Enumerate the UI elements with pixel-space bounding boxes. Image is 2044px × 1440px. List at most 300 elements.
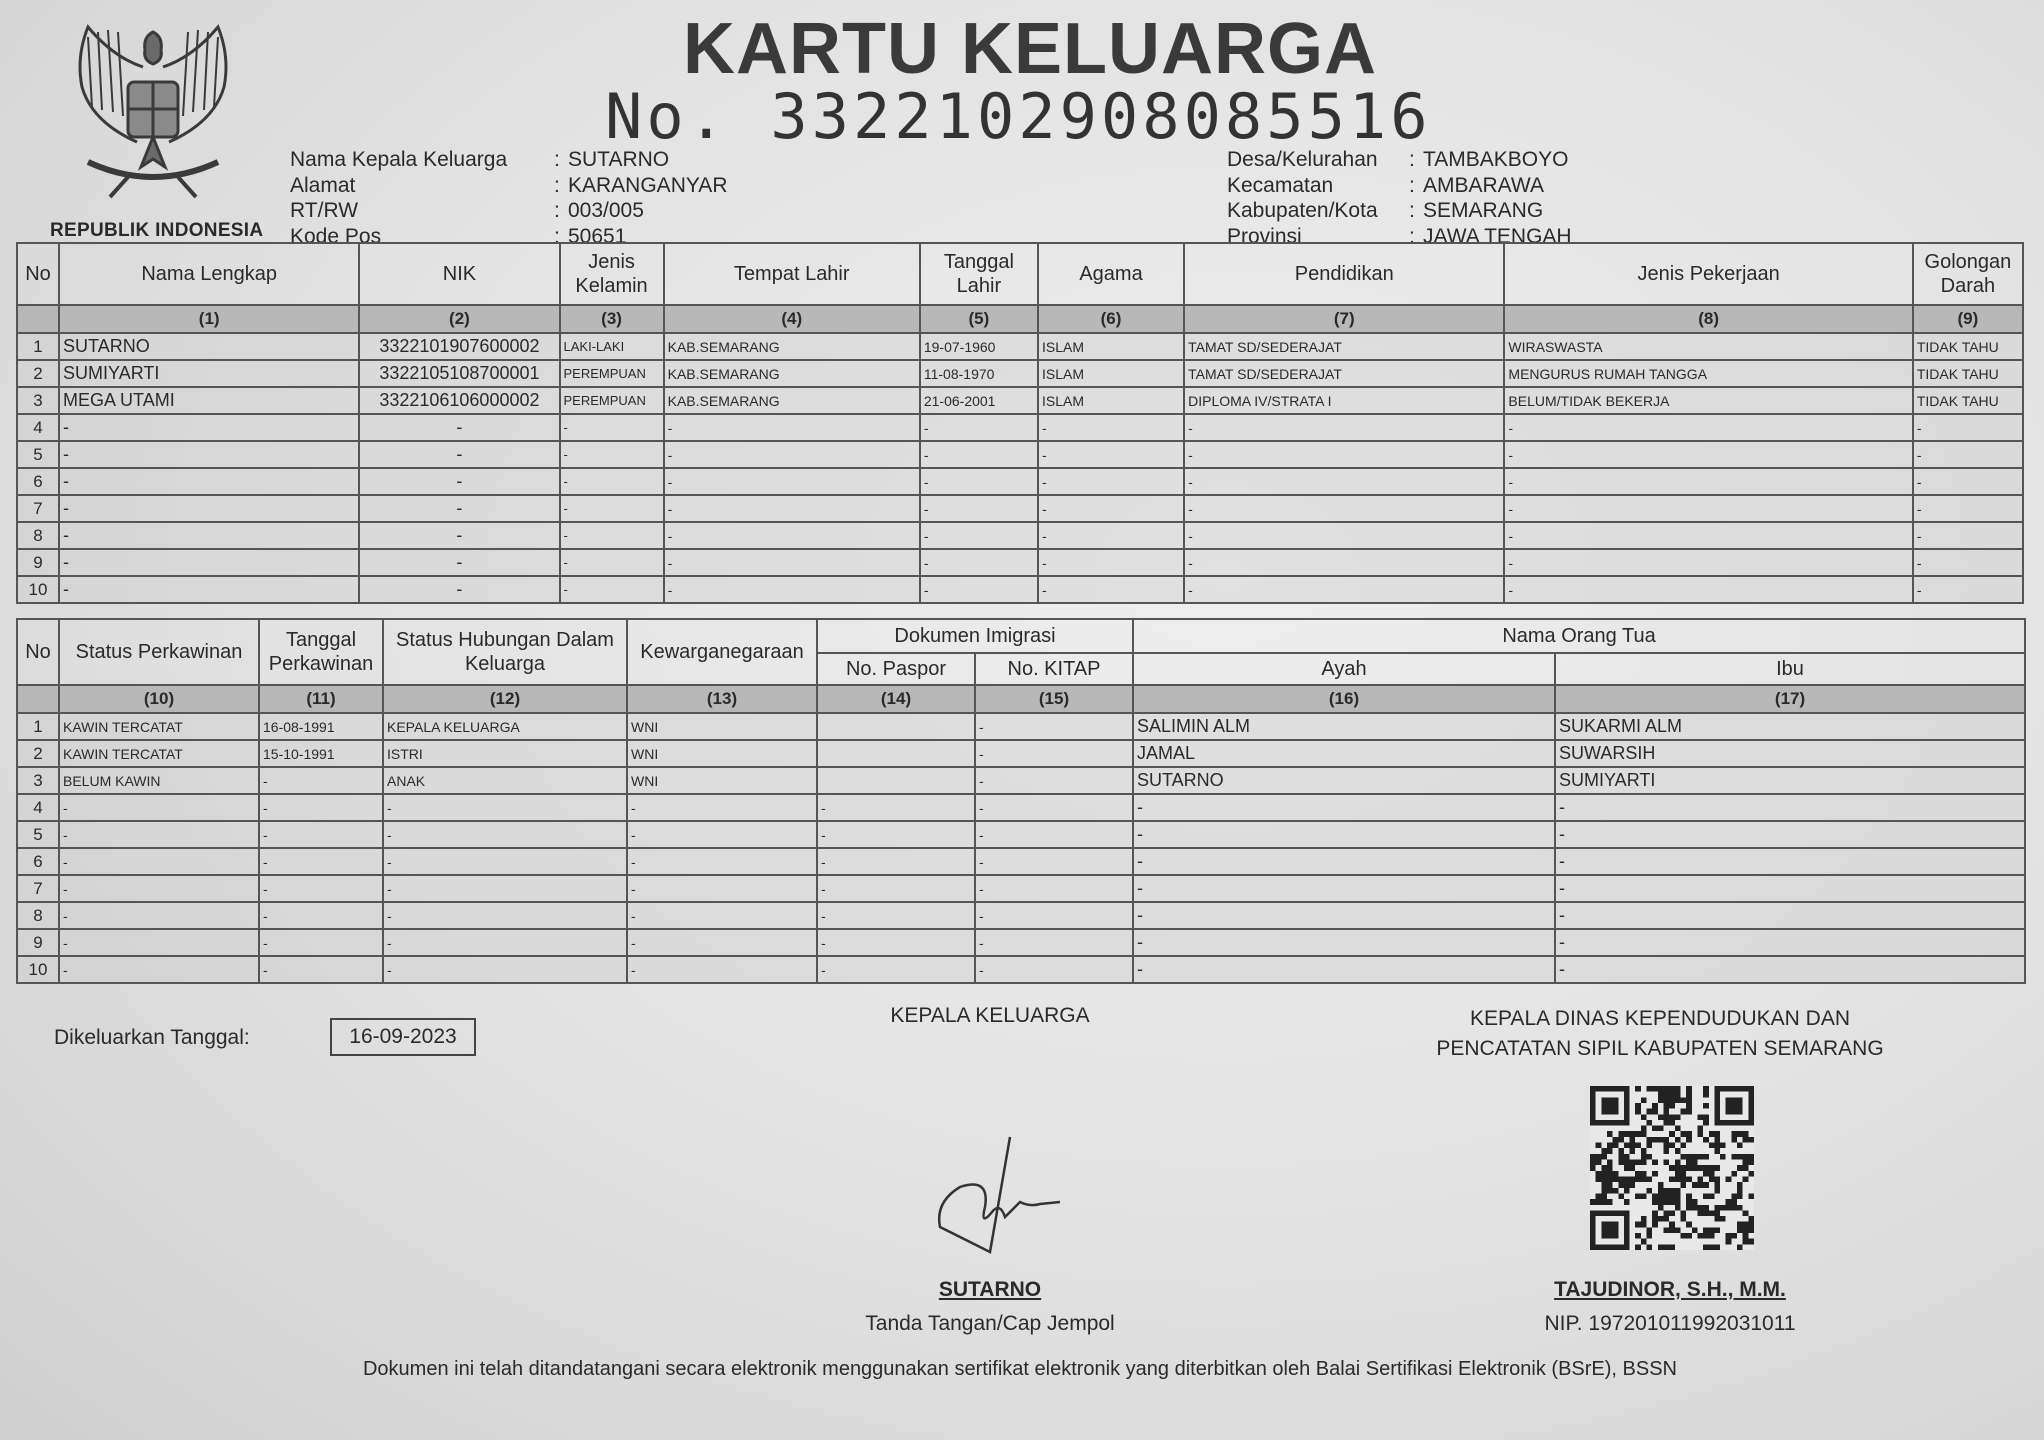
family-members-body: [17, 333, 2023, 603]
table-cell: -: [560, 495, 664, 522]
table-cell: -: [383, 929, 627, 956]
table-cell: -: [1504, 468, 1912, 495]
table-row: [17, 875, 2025, 902]
column-index: (14): [817, 685, 975, 713]
table-cell: -: [1133, 902, 1555, 929]
table-cell: -: [920, 522, 1038, 549]
table-cell: KAB.SEMARANG: [664, 360, 920, 387]
table-cell: PEREMPUAN: [560, 360, 664, 387]
table-cell: -: [975, 902, 1133, 929]
column-header: Tempat Lahir: [664, 243, 920, 305]
marital-status-body: [17, 713, 2025, 983]
table-cell: ISLAM: [1038, 360, 1184, 387]
info-label: Nama Kepala Keluarga: [290, 148, 508, 171]
table-cell: -: [1184, 414, 1504, 441]
table-cell: -: [59, 848, 259, 875]
info-value: 50651: [568, 224, 627, 248]
column-index: (9): [1913, 305, 2023, 333]
table-cell: -: [1913, 468, 2023, 495]
table-cell: -: [560, 414, 664, 441]
table-cell: -: [1913, 549, 2023, 576]
row-number: 10: [17, 956, 59, 983]
table-cell: -: [1184, 468, 1504, 495]
info-row: Alamat : KARANGANYAR: [290, 173, 728, 197]
table-cell: -: [1504, 441, 1912, 468]
table-cell: -: [59, 495, 359, 522]
row-number: 7: [17, 495, 59, 522]
table-cell: -: [1913, 441, 2023, 468]
table-cell: -: [1133, 821, 1555, 848]
table-cell: ISLAM: [1038, 333, 1184, 360]
table-cell: KAB.SEMARANG: [664, 333, 920, 360]
info-value: JAWA TENGAH: [1423, 224, 1572, 248]
column-header: No: [17, 243, 59, 305]
column-header: NIK: [359, 243, 559, 305]
table-cell: -: [920, 468, 1038, 495]
table-cell: 21-06-2001: [920, 387, 1038, 414]
table-cell: 11-08-1970: [920, 360, 1038, 387]
table-cell: -: [817, 875, 975, 902]
table-cell: TAMAT SD/SEDERAJAT: [1184, 333, 1504, 360]
electronic-signature-note: Dokumen ini telah ditandatangani secara elektronik menggunakan sertifikat elektronik yang diterbitkan oleh Balai Sertifikasi Elektronik (BSrE), BSSN: [362, 1358, 1677, 1380]
table-cell: -: [1133, 848, 1555, 875]
column-index: (10): [59, 685, 259, 713]
table-cell: -: [817, 956, 975, 983]
table-cell: -: [1038, 441, 1184, 468]
column-header: No. KITAP: [975, 653, 1133, 685]
column-index: [17, 685, 59, 713]
table-cell: DIPLOMA IV/STRATA I: [1184, 387, 1504, 414]
index-row: [17, 685, 2025, 713]
table-cell: SUTARNO: [1133, 767, 1555, 794]
column-index: (2): [359, 305, 559, 333]
table-cell: [817, 713, 975, 740]
table-row: [17, 740, 2025, 767]
column-index: [17, 305, 59, 333]
info-row: Nama Kepala Keluarga : SUTARNO: [290, 148, 727, 172]
table-cell: -: [1555, 821, 2025, 848]
table-row: [17, 360, 2023, 387]
family-card-number-row: [605, 80, 1505, 153]
info-label: RT/RW: [290, 199, 359, 222]
table-cell: -: [817, 902, 975, 929]
table-cell: -: [59, 576, 359, 603]
table-cell: -: [627, 929, 817, 956]
table-cell: -: [975, 956, 1133, 983]
table-cell: -: [59, 794, 259, 821]
table-cell: -: [1133, 929, 1555, 956]
table-cell: -: [383, 875, 627, 902]
info-row: Desa/Kelurahan : TAMBAKBOYO: [1227, 148, 1572, 172]
table-cell: -: [1038, 522, 1184, 549]
family-members-table: [16, 242, 2024, 604]
header-row: [17, 243, 2023, 305]
emblem-caption: REPUBLIK INDONESIA: [50, 220, 264, 241]
row-number: 4: [17, 794, 59, 821]
table-cell: -: [817, 929, 975, 956]
table-cell: -: [1184, 441, 1504, 468]
table-cell: TIDAK TAHU: [1913, 333, 2023, 360]
table-cell: 3322106106000002: [359, 387, 559, 414]
region-info: [1225, 146, 1574, 250]
table-cell: MENGURUS RUMAH TANGGA: [1504, 360, 1912, 387]
table-cell: -: [59, 875, 259, 902]
garuda-emblem-graphic: [48, 12, 258, 212]
table-cell: -: [59, 522, 359, 549]
official-nip: NIP. 197201011992031011: [1544, 1312, 1796, 1335]
table-row: [17, 576, 2023, 603]
column-header: Ibu: [1555, 653, 2025, 685]
table-cell: -: [59, 549, 359, 576]
column-index: (3): [560, 305, 664, 333]
table-cell: -: [1504, 522, 1912, 549]
table-cell: -: [1555, 875, 2025, 902]
table-cell: -: [560, 441, 664, 468]
table-row: [17, 848, 2025, 875]
table-cell: WIRASWASTA: [1504, 333, 1912, 360]
table-cell: -: [383, 794, 627, 821]
table-cell: SUWARSIH: [1555, 740, 2025, 767]
table-cell: -: [1913, 495, 2023, 522]
table-cell: -: [1133, 794, 1555, 821]
table-cell: -: [817, 794, 975, 821]
table-cell: -: [59, 902, 259, 929]
table-cell: -: [383, 956, 627, 983]
table-cell: LAKI-LAKI: [560, 333, 664, 360]
table-cell: -: [975, 875, 1133, 902]
qr-code-icon: [1590, 1086, 1754, 1250]
table-cell: -: [359, 441, 559, 468]
official-name: TAJUDINOR, S.H., M.M.: [1554, 1278, 1786, 1301]
table-cell: SUTARNO: [59, 333, 359, 360]
head-of-family-info: [288, 146, 729, 250]
row-number: 3: [17, 767, 59, 794]
table-row: [17, 414, 2023, 441]
table-cell: -: [1038, 549, 1184, 576]
table-cell: -: [664, 576, 920, 603]
info-value: KARANGANYAR: [568, 173, 728, 197]
table-cell: ISLAM: [1038, 387, 1184, 414]
table-cell: -: [383, 848, 627, 875]
table-cell: -: [59, 441, 359, 468]
document-title: KARTU KELUARGA: [683, 9, 1377, 89]
table-row: [17, 767, 2025, 794]
table-cell: -: [920, 414, 1038, 441]
info-label: Desa/Kelurahan: [1227, 148, 1378, 171]
table-cell: -: [359, 522, 559, 549]
table-cell: -: [817, 821, 975, 848]
table-cell: -: [259, 767, 383, 794]
info-row: Kode Pos : 50651: [290, 225, 727, 249]
row-number: 4: [17, 414, 59, 441]
table-cell: 15-10-1991: [259, 740, 383, 767]
table-cell: -: [920, 441, 1038, 468]
column-header: Status Hubungan Dalam Keluarga: [383, 619, 627, 685]
info-value: SUTARNO: [568, 148, 670, 171]
table-cell: KEPALA KELUARGA: [383, 713, 627, 740]
table-row: [17, 929, 2025, 956]
row-number: 9: [17, 929, 59, 956]
table-cell: JAMAL: [1133, 740, 1555, 767]
column-header: Agama: [1038, 243, 1184, 305]
column-header: Pendidikan: [1184, 243, 1504, 305]
row-number: 10: [17, 576, 59, 603]
info-row: Kabupaten/Kota : SEMARANG: [1227, 199, 1572, 223]
table-row: [17, 549, 2023, 576]
index-row: [17, 305, 2023, 333]
table-cell: -: [627, 848, 817, 875]
table-cell: -: [259, 929, 383, 956]
row-number: 5: [17, 821, 59, 848]
table-cell: KAWIN TERCATAT: [59, 713, 259, 740]
table-cell: -: [920, 495, 1038, 522]
column-header: No: [17, 619, 59, 685]
info-row: Kecamatan : AMBARAWA: [1227, 174, 1572, 198]
info-row: Provinsi : JAWA TENGAH: [1227, 224, 1572, 248]
table-cell: 16-08-1991: [259, 713, 383, 740]
table-row: [17, 333, 2023, 360]
table-cell: SUKARMI ALM: [1555, 713, 2025, 740]
table-cell: WNI: [627, 713, 817, 740]
row-number: 6: [17, 848, 59, 875]
column-index: (12): [383, 685, 627, 713]
table-cell: -: [359, 468, 559, 495]
table-cell: BELUM KAWIN: [59, 767, 259, 794]
table-cell: -: [1133, 875, 1555, 902]
info-row: RT/RW : 003/005: [290, 199, 727, 223]
table-row: [17, 821, 2025, 848]
table-cell: -: [1555, 929, 2025, 956]
table-cell: SUMIYARTI: [1555, 767, 2025, 794]
table-cell: PEREMPUAN: [560, 387, 664, 414]
column-header: No. Paspor: [817, 653, 975, 685]
official-title: [1380, 1004, 1940, 1064]
table-cell: 3322105108700001: [359, 360, 559, 387]
table-cell: -: [627, 956, 817, 983]
table-cell: WNI: [627, 767, 817, 794]
table-cell: -: [259, 848, 383, 875]
column-index: (13): [627, 685, 817, 713]
column-index: (16): [1133, 685, 1555, 713]
column-index: (11): [259, 685, 383, 713]
table-cell: -: [975, 713, 1133, 740]
row-number: 1: [17, 333, 59, 360]
header-row: [17, 619, 2025, 653]
table-cell: -: [975, 794, 1133, 821]
official-title-line: KEPALA DINAS KEPENDUDUKAN DAN: [1469, 1007, 1851, 1030]
table-row: [17, 468, 2023, 495]
column-index: (7): [1184, 305, 1504, 333]
info-value: TAMBAKBOYO: [1423, 148, 1569, 171]
column-header: Golongan Darah: [1913, 243, 2023, 305]
table-cell: -: [920, 549, 1038, 576]
table-cell: -: [1913, 414, 2023, 441]
table-cell: -: [1913, 522, 2023, 549]
row-number: 2: [17, 360, 59, 387]
row-number: 8: [17, 902, 59, 929]
row-number: 5: [17, 441, 59, 468]
table-cell: -: [359, 414, 559, 441]
table-cell: BELUM/TIDAK BEKERJA: [1504, 387, 1912, 414]
signature-graphic: [930, 1132, 1080, 1272]
table-cell: 3322101907600002: [359, 333, 559, 360]
table-cell: -: [975, 821, 1133, 848]
table-cell: -: [1184, 576, 1504, 603]
table-cell: -: [664, 414, 920, 441]
table-row: [17, 713, 2025, 740]
info-label: Kode Pos: [290, 224, 382, 248]
column-group-header: Dokumen Imigrasi: [817, 619, 1133, 653]
table-cell: -: [59, 821, 259, 848]
table-cell: -: [59, 414, 359, 441]
table-cell: -: [664, 468, 920, 495]
table-cell: -: [259, 902, 383, 929]
table-cell: -: [627, 875, 817, 902]
table-row: [17, 522, 2023, 549]
table-cell: -: [1038, 468, 1184, 495]
table-cell: -: [664, 522, 920, 549]
column-index: (1): [59, 305, 359, 333]
column-header: Nama Lengkap: [59, 243, 359, 305]
column-group-header: Nama Orang Tua: [1133, 619, 2025, 653]
table-cell: -: [975, 767, 1133, 794]
table-cell: -: [59, 956, 259, 983]
column-index: (5): [920, 305, 1038, 333]
table-cell: -: [383, 821, 627, 848]
table-cell: -: [1038, 576, 1184, 603]
info-value: AMBARAWA: [1423, 173, 1544, 197]
table-cell: -: [560, 549, 664, 576]
table-cell: -: [1555, 848, 2025, 875]
table-cell: -: [1504, 414, 1912, 441]
column-header: Jenis Pekerjaan: [1504, 243, 1912, 305]
table-cell: -: [975, 740, 1133, 767]
table-cell: TIDAK TAHU: [1913, 360, 2023, 387]
issued-date-label: Dikeluarkan Tanggal:: [54, 1026, 250, 1049]
table-cell: -: [383, 902, 627, 929]
info-value: 003/005: [568, 199, 644, 222]
table-row: [17, 495, 2023, 522]
table-cell: -: [359, 576, 559, 603]
official-title-line: PENCATATAN SIPIL KABUPATEN SEMARANG: [1436, 1037, 1884, 1060]
table-cell: -: [1504, 549, 1912, 576]
row-number: 3: [17, 387, 59, 414]
family-card-number: 3322102908085516: [770, 80, 1432, 153]
row-number: 9: [17, 549, 59, 576]
table-row: [17, 956, 2025, 983]
table-cell: 19-07-1960: [920, 333, 1038, 360]
table-cell: -: [560, 468, 664, 495]
signer-name: SUTARNO: [938, 1278, 1042, 1301]
table-cell: -: [560, 522, 664, 549]
table-cell: -: [1555, 902, 2025, 929]
table-cell: KAB.SEMARANG: [664, 387, 920, 414]
table-row: [17, 794, 2025, 821]
table-cell: -: [359, 495, 559, 522]
column-index: (15): [975, 685, 1133, 713]
table-cell: -: [59, 929, 259, 956]
handwritten-signature: [930, 1132, 1080, 1272]
table-cell: KAWIN TERCATAT: [59, 740, 259, 767]
table-cell: TAMAT SD/SEDERAJAT: [1184, 360, 1504, 387]
table-cell: -: [1184, 495, 1504, 522]
column-header: Tanggal Perkawinan: [259, 619, 383, 685]
table-cell: -: [1555, 956, 2025, 983]
info-label: Kecamatan: [1227, 173, 1334, 197]
table-cell: -: [259, 875, 383, 902]
info-value: SEMARANG: [1423, 199, 1544, 222]
table-cell: -: [664, 495, 920, 522]
column-index: (6): [1038, 305, 1184, 333]
table-cell: -: [1913, 576, 2023, 603]
table-row: [17, 902, 2025, 929]
table-cell: ISTRI: [383, 740, 627, 767]
table-cell: [817, 767, 975, 794]
table-cell: -: [1555, 794, 2025, 821]
column-header: Status Perkawinan: [59, 619, 259, 685]
column-header: Tanggal Lahir: [920, 243, 1038, 305]
table-cell: -: [1504, 495, 1912, 522]
issued-date-box: 16-09-2023: [330, 1018, 476, 1056]
table-cell: -: [920, 576, 1038, 603]
table-cell: -: [1504, 576, 1912, 603]
column-index: (17): [1555, 685, 2025, 713]
head-of-family-signature-label: KEPALA KELUARGA: [890, 1004, 1090, 1027]
column-index: (8): [1504, 305, 1912, 333]
marital-status-table: [16, 618, 2026, 984]
table-cell: -: [664, 549, 920, 576]
table-cell: -: [817, 848, 975, 875]
column-header: Jenis Kelamin: [560, 243, 664, 305]
table-cell: MEGA UTAMI: [59, 387, 359, 414]
column-header: Kewarganegaraan: [627, 619, 817, 685]
table-cell: -: [664, 441, 920, 468]
table-cell: SUMIYARTI: [59, 360, 359, 387]
qr-code-graphic: [1590, 1086, 1754, 1250]
table-cell: [817, 740, 975, 767]
table-cell: -: [59, 468, 359, 495]
table-cell: -: [1038, 495, 1184, 522]
signer-caption: Tanda Tangan/Cap Jempol: [865, 1312, 1115, 1335]
column-header: Ayah: [1133, 653, 1555, 685]
table-cell: -: [1184, 549, 1504, 576]
table-cell: WNI: [627, 740, 817, 767]
number-prefix: No.: [605, 80, 729, 153]
table-cell: -: [975, 848, 1133, 875]
table-cell: -: [627, 902, 817, 929]
table-cell: -: [627, 794, 817, 821]
info-label: Alamat: [290, 173, 356, 197]
table-cell: -: [359, 549, 559, 576]
info-label: Kabupaten/Kota: [1227, 199, 1378, 222]
row-number: 8: [17, 522, 59, 549]
row-number: 7: [17, 875, 59, 902]
garuda-emblem-icon: [44, 12, 264, 240]
table-cell: SALIMIN ALM: [1133, 713, 1555, 740]
table-cell: -: [1133, 956, 1555, 983]
row-number: 2: [17, 740, 59, 767]
table-cell: -: [1038, 414, 1184, 441]
table-cell: -: [259, 821, 383, 848]
table-cell: TIDAK TAHU: [1913, 387, 2023, 414]
table-cell: ANAK: [383, 767, 627, 794]
row-number: 1: [17, 713, 59, 740]
column-index: (4): [664, 305, 920, 333]
table-cell: -: [627, 821, 817, 848]
table-row: [17, 441, 2023, 468]
table-cell: -: [560, 576, 664, 603]
info-label: Provinsi: [1227, 224, 1302, 248]
